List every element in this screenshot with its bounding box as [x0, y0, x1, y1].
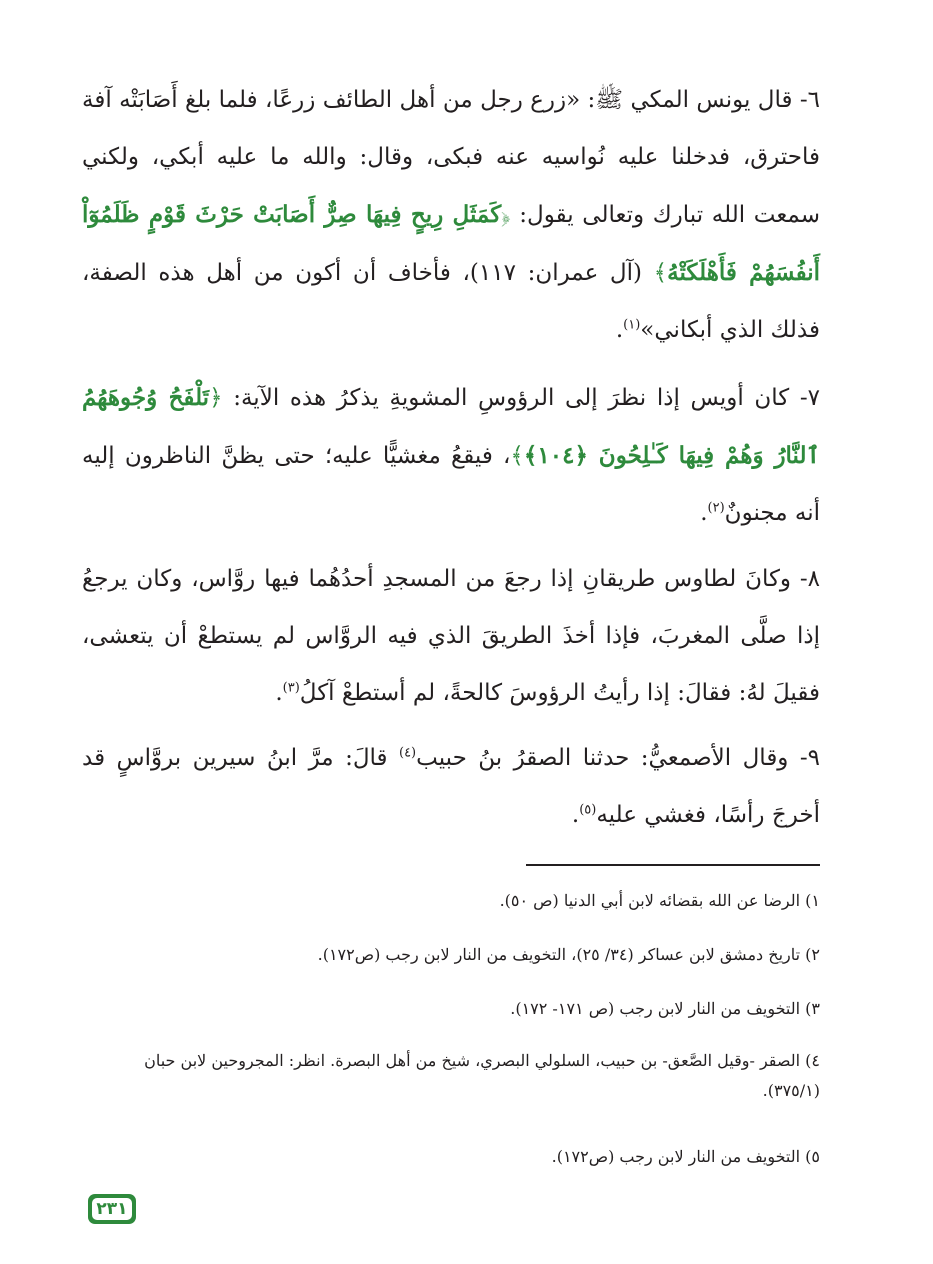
- p9-text-after: قالَ: مرَّ ابنُ سيرين بروَّاسٍ قد أخرجَ رأسًا، فغشي عليه: [82, 745, 820, 828]
- footnote-divider: [526, 864, 820, 866]
- footnote-ref-1[interactable]: (١): [623, 317, 641, 333]
- paragraph-7: [82, 369, 820, 542]
- p8-end: .: [275, 680, 283, 706]
- p6-end: .: [615, 317, 624, 343]
- p9-text-before: ٩- وقال الأصمعيُّ: حدثنا الصقرُ بنُ حبيب: [416, 745, 820, 771]
- footnote-2: ٢) تاريخ دمشق لابن عساكر (٣٤/ ٢٥)، التخويف من النار لابن رجب (ص١٧٢).: [317, 945, 820, 964]
- paragraph-6: [82, 72, 820, 359]
- page-number: ٢٣١: [92, 1198, 132, 1220]
- p6-verse-open-bracket: ﴿: [501, 202, 511, 228]
- p6-verse-close-bracket: ﴾: [653, 260, 668, 286]
- footnote-ref-3[interactable]: (٣): [282, 680, 300, 696]
- footnote-3: ٣) التخويف من النار لابن رجب (ص ١٧١- ١٧٢).: [510, 999, 820, 1018]
- p8-text: ٨- وكانَ لطاوس طريقانِ إذا رجعَ من المسجدِ أحدُهُما فيها روَّاس، وكان يرجعُ إذا صلَّى المغربَ، فإذا أخذَ الطريقَ الذي فيه الروَّاس لم يستطعْ أن يتعشى، فقيلَ لهُ: فقالَ: إذا رأيتُ الرؤوسَ كالحةً، لم أستطعْ آكلُ: [82, 566, 820, 706]
- footnote-1: ١) الرضا عن الله بقضائه لابن أبي الدنيا (ص ٥٠).: [499, 891, 820, 910]
- p6-text-before: ٦- قال يونس المكي ﷺ: «زرع رجل من أهل الطائف زرعًا، فلما بلغ أَصَابَتْه آفة فاحترق، فدخلنا عليه نُواسيه عنه فبكى، وقال: والله ما عليه أبكي، ولكني سمعت الله تبارك وتعالى يقول:: [82, 87, 820, 228]
- footnote-5: ٥) التخويف من النار لابن رجب (ص١٧٢).: [551, 1147, 820, 1166]
- p6-text-after: (آل عمران: ١١٧)، فأخاف أن أكون من أهل هذه الصفة، فذلك الذي أبكاني»: [82, 260, 820, 343]
- footnote-ref-5[interactable]: (٥): [579, 802, 597, 818]
- p7-text-after: ، فيقعُ مغشيًّا عليه؛ حتى يظنَّ الناظرون إليه أنه مجنونٌ: [82, 443, 820, 526]
- p6-quran-verse: كَمَثَلِ رِيحٍ فِيهَا صِرٌّ أَصَابَتْ حَرْثَ قَوْمٍ ظَلَمُوٓاْ أَنفُسَهُمْ فَأَهْلَكَتْهُ: [82, 201, 820, 286]
- p7-quran-verse: تَلْفَحُ وُجُوهَهُمُ ٱلنَّارُ وَهُمْ فِيهَا كَـٰلِحُونَ ﴿١٠٤﴾: [82, 384, 820, 469]
- footnote-4: ٤) الصقر -وقيل الصَّعق- بن حبيب، السلولي البصري، شيخ من أهل البصرة. انظر: المجروحين لابن حبان (٣٧٥/١).: [144, 1051, 820, 1100]
- p7-text-before: ٧- كان أويس إذا نظرَ إلى الرؤوسِ المشويةِ يذكرُ هذه الآية:: [222, 385, 821, 411]
- footnote-ref-4[interactable]: (٤): [398, 745, 417, 761]
- paragraph-9: [82, 730, 820, 844]
- p7-verse-close-bracket: ﴾: [510, 443, 524, 469]
- footnote-ref-2[interactable]: (٢): [707, 500, 725, 516]
- page-number-badge: [88, 1194, 136, 1224]
- paragraph-8: [82, 551, 820, 722]
- p7-end: .: [700, 500, 708, 526]
- p9-end: .: [571, 802, 580, 828]
- p7-verse-open-bracket: ﴿: [209, 385, 223, 411]
